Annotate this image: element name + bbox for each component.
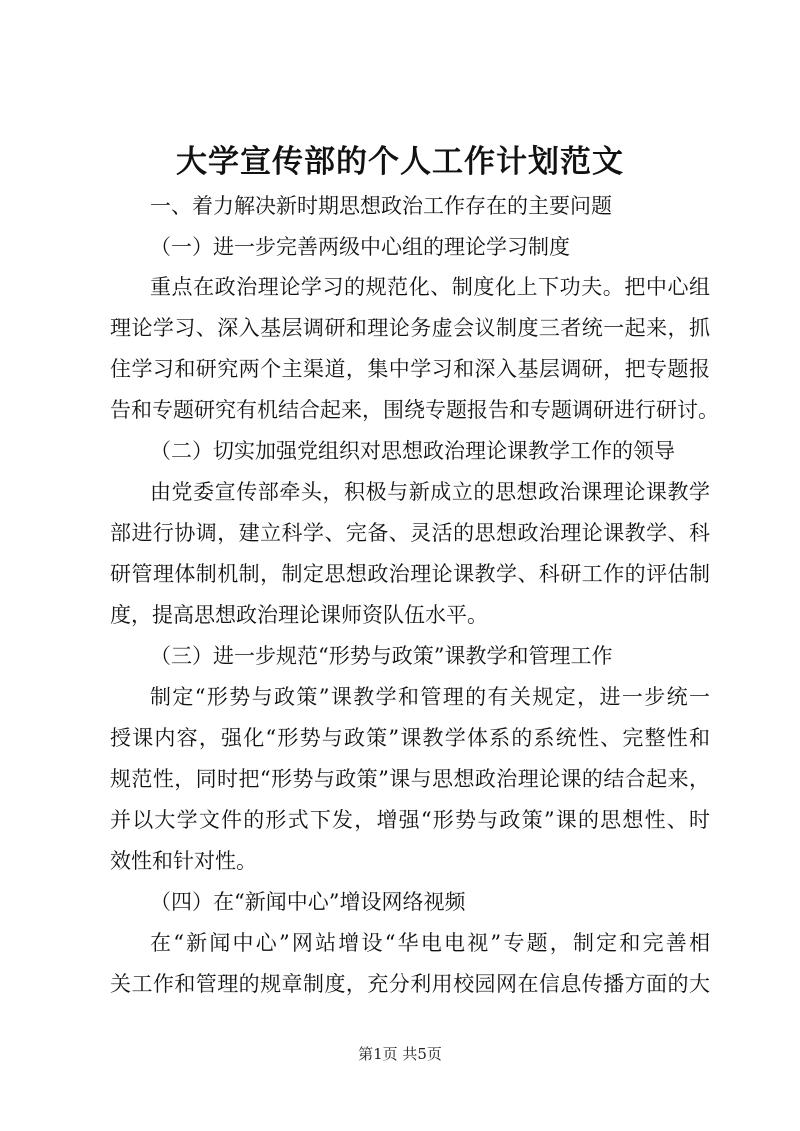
paragraph-line: 并以大学文件的形式下发，增强“形势与政策”课的思想性、时 xyxy=(110,808,710,832)
item-heading: （四）在“新闻中心”增设网络视频 xyxy=(150,890,466,914)
paragraph-line: 研管理体制机制，制定思想政治理论课教学、科研工作的评估制 xyxy=(110,562,710,586)
paragraph-line: 告和专题研究有机结合起来，围绕专题报告和专题调研进行研讨。 xyxy=(110,398,719,422)
paragraph-line: 理论学习、深入基层调研和理论务虚会议制度三者统一起来，抓 xyxy=(110,316,710,340)
paragraph-line: 重点在政治理论学习的规范化、制度化上下功夫。把中心组 xyxy=(150,275,710,299)
item-heading: （二）切实加强党组织对思想政治理论课教学工作的领导 xyxy=(150,439,675,463)
paragraph-line: 度，提高思想政治理论课师资队伍水平。 xyxy=(110,603,488,627)
document-title: 大学宣传部的个人工作计划范文 xyxy=(176,144,624,180)
paragraph-line: 由党委宣传部牵头，积极与新成立的思想政治课理论课教学 xyxy=(150,480,710,504)
item-heading: （一）进一步完善两级中心组的理论学习制度 xyxy=(150,235,570,259)
paragraph-line: 制定“形势与政策”课教学和管理的有关规定，进一步统一 xyxy=(150,685,710,709)
paragraph-line: 关工作和管理的规章制度，充分利用校园网在信息传播方面的大 xyxy=(110,972,710,996)
page-footer: 第1页 共5页 xyxy=(358,1045,442,1063)
section-heading: 一、着力解决新时期思想政治工作存在的主要问题 xyxy=(150,194,612,218)
paragraph-line: 在“新闻中心”网站增设“华电电视”专题，制定和完善相 xyxy=(150,931,710,955)
item-heading: （三）进一步规范“形势与政策”课教学和管理工作 xyxy=(150,644,613,668)
paragraph-line: 授课内容，强化“形势与政策”课教学体系的系统性、完整性和 xyxy=(110,726,710,750)
paragraph-line: 效性和针对性。 xyxy=(110,849,257,873)
paragraph-line: 部进行协调，建立科学、完备、灵活的思想政治理论课教学、科 xyxy=(110,521,710,545)
paragraph-line: 住学习和研究两个主渠道，集中学习和深入基层调研，把专题报 xyxy=(110,357,710,381)
paragraph-line: 规范性，同时把“形势与政策”课与思想政治理论课的结合起来， xyxy=(110,767,710,791)
